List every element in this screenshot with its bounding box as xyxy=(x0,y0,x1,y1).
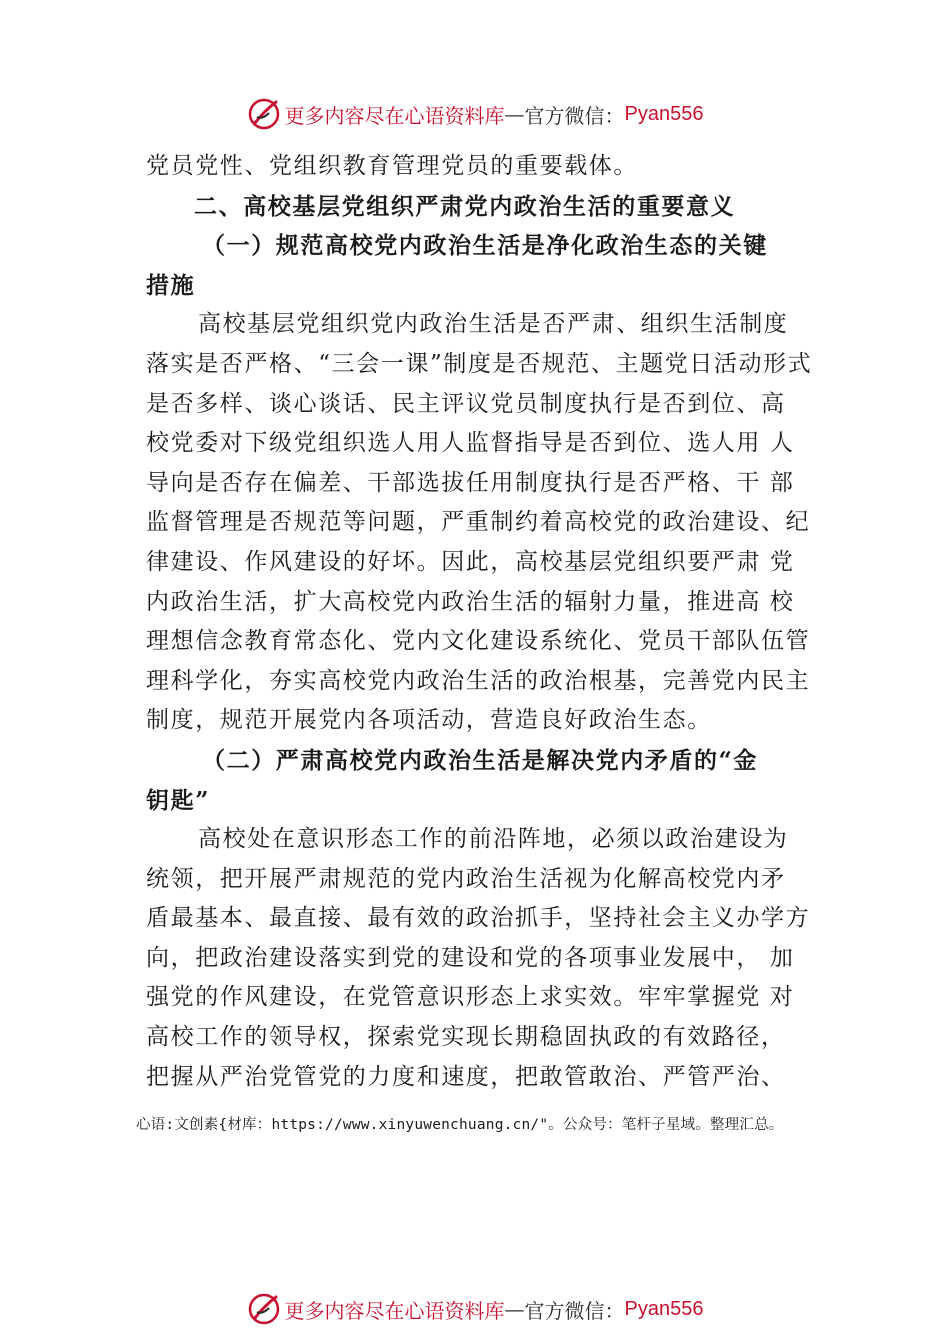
paragraph-line: 监督管理是否规范等问题，严重制约着高校党的政治建设、纪 xyxy=(146,509,811,536)
paragraph-line: 强党的作风建设，在党管意识形态上求实效。牢牢掌握党 对 xyxy=(146,984,795,1011)
banner-wechat-id: Pyan556 xyxy=(624,1297,704,1320)
brush-logo-icon xyxy=(247,1292,281,1326)
subsection-heading-cont: 措施 xyxy=(146,271,196,299)
paragraph-line: 统领，把开展严肃规范的党内政治生活视为化解高校党内矛 xyxy=(146,865,786,892)
paragraph-line: 校党委对下级党组织选人用人监督指导是否到位、选人用 人 xyxy=(146,430,795,457)
brush-logo-icon xyxy=(247,97,281,131)
header-banner xyxy=(0,94,950,134)
banner-dash: — xyxy=(504,1297,525,1321)
banner-brand-text: 更多内容尽在心语资料库 xyxy=(284,103,505,128)
paragraph-line: 高校处在意识形态工作的前沿阵地，必须以政治建设为 xyxy=(198,826,789,853)
banner-wechat-label: 官方微信： xyxy=(524,103,625,128)
paragraph-line: 内政治生活，扩大高校党内政治生活的辐射力量，推进高 校 xyxy=(146,588,795,615)
paragraph-line: 理想信念教育常态化、党内文化建设系统化、党员干部队伍管 xyxy=(146,628,811,655)
document-body xyxy=(146,147,826,1097)
paragraph-line: 向，把政治建设落实到党的建设和党的各项事业发展中， 加 xyxy=(146,944,795,971)
paragraph-line: 落实是否严格、“三会一课”制度是否规范、主题党日活动形式 xyxy=(146,350,813,377)
paragraph-line: 把握从严治党管党的力度和速度，把敢管敢治、严管严治、 xyxy=(146,1063,786,1090)
subsection-heading: （二）严肃高校党内政治生活是解决党内矛盾的“金 xyxy=(202,746,759,774)
paragraph-line: 制度，规范开展党内各项活动，营造良好政治生态。 xyxy=(146,707,712,734)
banner-wechat-label: 官方微信： xyxy=(524,1298,625,1323)
banner-wechat-id: Pyan556 xyxy=(624,102,704,125)
paragraph-line: 高校工作的领导权，探索党实现长期稳固执政的有效路径， xyxy=(146,1024,786,1051)
footer-note: 心语:文创素{材库：https://www.xinyuwenchuang.cn/"。公众号：笔杆子星域。整理汇总。 xyxy=(136,1117,784,1133)
paragraph-line: 是否多样、谈心谈话、民主评议党员制度执行是否到位、高 xyxy=(146,390,786,417)
subsection-heading: （一）规范高校党内政治生活是净化政治生态的关键 xyxy=(202,232,768,260)
footer-banner xyxy=(0,1289,950,1329)
subsection-heading-cont: 钥匙” xyxy=(146,786,211,814)
banner-brand-text: 更多内容尽在心语资料库 xyxy=(284,1298,505,1323)
paragraph-line: 理科学化，夯实高校党内政治生活的政治根基，完善党内民主 xyxy=(146,667,811,694)
paragraph-line: 导向是否存在偏差、干部选拔任用制度执行是否严格、干 部 xyxy=(146,469,795,496)
section-heading: 二、高校基层党组织严肃党内政治生活的重要意义 xyxy=(194,192,736,220)
paragraph-line: 律建设、作风建设的好坏。因此，高校基层党组织要严肃 党 xyxy=(146,548,795,575)
paragraph-line: 盾最基本、最直接、最有效的政治抓手，坚持社会主义办学方 xyxy=(146,905,811,932)
text-line: 党员党性、党组织教育管理党员的重要载体。 xyxy=(146,153,638,179)
paragraph-line: 高校基层党组织党内政治生活是否严肃、组织生活制度 xyxy=(198,311,789,338)
banner-dash: — xyxy=(504,102,525,126)
